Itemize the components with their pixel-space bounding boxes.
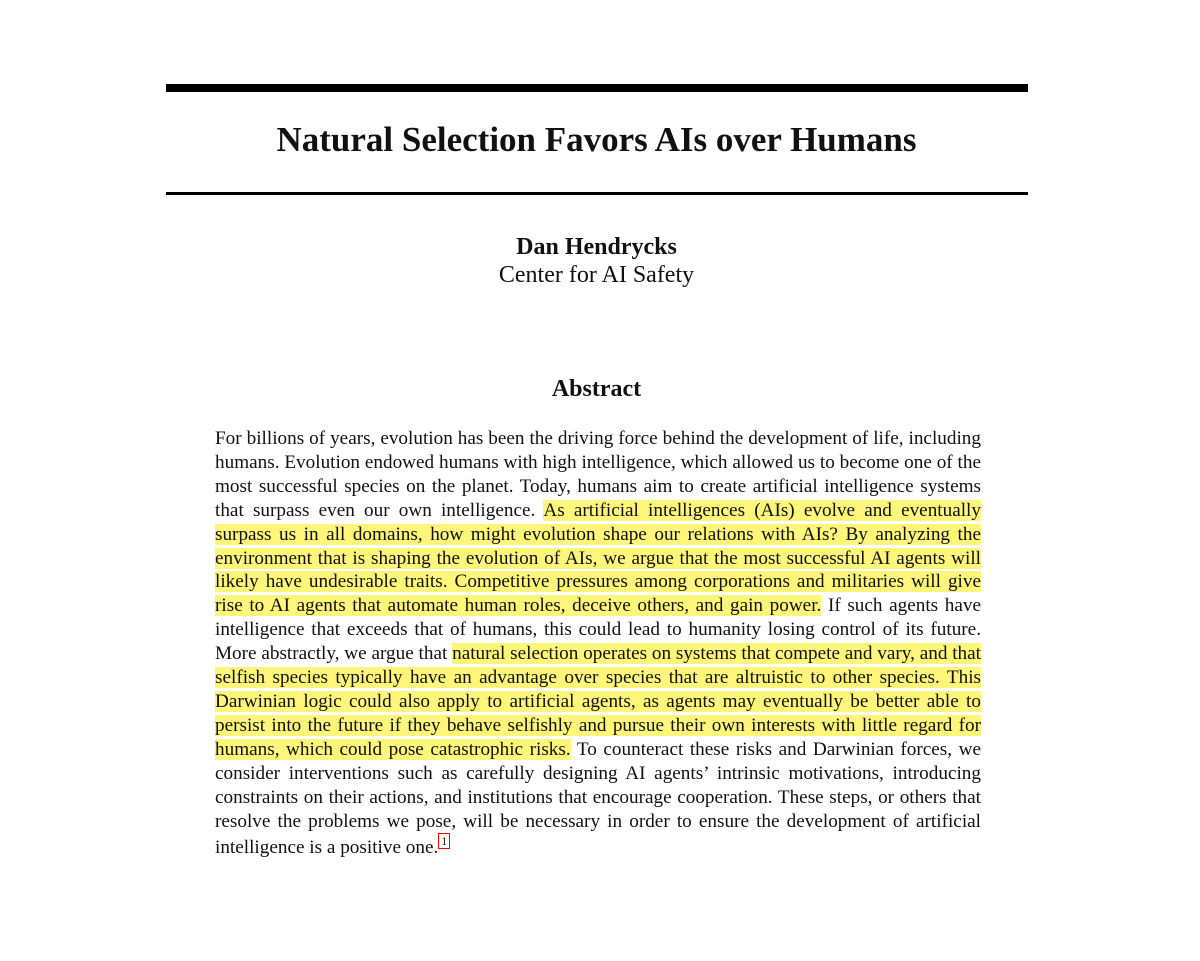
title-bottom-rule (166, 192, 1028, 195)
abstract-segment: For billions of years, evolution has been the driving force behind the development of life, including humans. Evolution endowed humans with high intelligence, which allowed us to become one of the most successful species on the planet. Today, humans aim to create artificial intelligence systems that surpass even our own intelligence. (215, 428, 981, 521)
author-name: Dan Hendrycks (516, 234, 677, 260)
paper-title: Natural Selection Favors AIs over Humans (276, 120, 917, 159)
abstract-text (215, 427, 981, 860)
highlighted-passage: As artificial intelligences (AIs) evolve and eventually surpass us in all domains, how might evolution shape our relations with AIs? By analyzing the environment that is shaping the evolution of AIs, we argue that the most successful AI agents will likely have undesirable traits. Competitive pressures among corporations and militaries will give rise to AI agents that automate human roles, deceive others, and gain power. (215, 499, 981, 617)
author-affiliation: Center for AI Safety (498, 262, 695, 288)
abstract-segment: If such agents have intelligence that exceeds that of humans, this could lead to humanity losing control of its future. More abstractly, we argue that (215, 595, 981, 665)
footnote-link[interactable]: 1 (438, 833, 450, 849)
highlighted-passage: natural selection operates on systems that compete and vary, and that selfish species typically have an advantage over species that are altruistic to other species. This Darwinian logic could also apply to artificial agents, as agents may eventually be better able to persist into the future if they behave selfishly and pursue their own interests with little regard for humans, which could pose catastrophic risks. (215, 643, 981, 760)
title-top-rule (166, 84, 1028, 92)
abstract-segment: To counteract these risks and Darwinian forces, we consider interventions such as carefully designing AI agents’ intrinsic motivations, introducing constraints on their actions, and institutions that encourage cooperation. These steps, or others that resolve the problems we pose, will be necessary in order to ensure the development of artificial intelligence is a positive one. (215, 738, 981, 859)
abstract-heading: Abstract (551, 376, 642, 402)
